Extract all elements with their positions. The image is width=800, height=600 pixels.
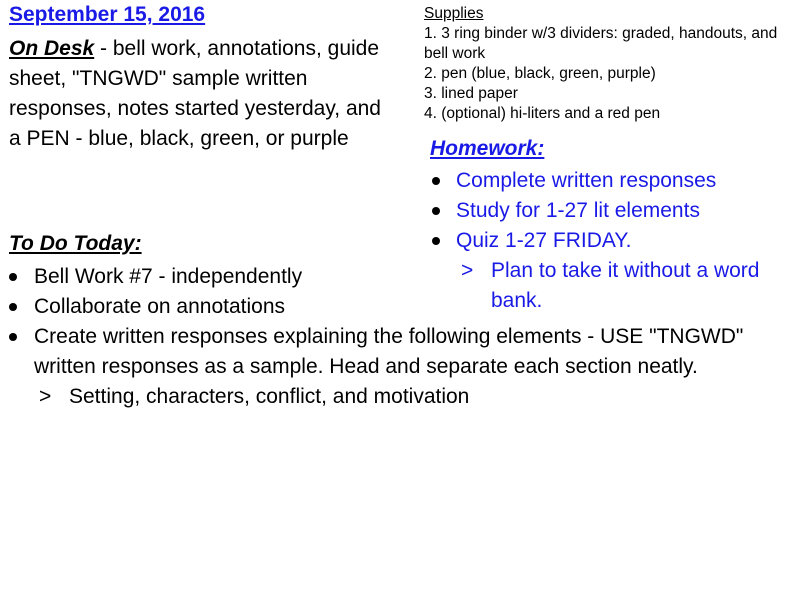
supplies-list (424, 24, 794, 124)
arrow-marker-icon: > (39, 385, 52, 408)
bullet-icon (432, 237, 440, 245)
todo-item: Bell Work #7 - independently (9, 262, 789, 292)
bullet-icon (9, 333, 17, 341)
homework-item: Complete written responses (430, 166, 800, 196)
bullet-icon (432, 177, 440, 185)
homework-subitem: > Plan to take it without a word bank. (430, 256, 800, 316)
todo-subitem: > Setting, characters, conflict, and motivation (9, 382, 789, 412)
bullet-icon (9, 303, 17, 311)
supplies-item: 4. (optional) hi-liters and a red pen (424, 105, 661, 122)
supplies-item: 3. lined paper (424, 85, 518, 102)
todo-item: Create written responses explaining the following elements - USE "TNGWD" written responses as a sample. Head and separate each section neatly. (9, 322, 789, 382)
supplies-item: 1. 3 ring binder w/3 dividers: graded, handouts, and bell work (424, 25, 778, 62)
date-heading: September 15, 2016 (9, 3, 206, 26)
bullet-icon (432, 207, 440, 215)
homework-item: Study for 1-27 lit elements (430, 196, 800, 226)
homework-title: Homework: (430, 137, 545, 160)
on-desk-label: On Desk (9, 37, 95, 60)
homework-item: Quiz 1-27 FRIDAY. (430, 226, 800, 256)
arrow-marker-icon: > (461, 259, 474, 282)
supplies-title: Supplies (424, 5, 484, 22)
todo-list (9, 262, 789, 412)
todo-title: To Do Today: (9, 232, 142, 255)
supplies-section (424, 4, 794, 124)
supplies-item: 2. pen (blue, black, green, purple) (424, 65, 656, 82)
on-desk-text: - bell work, annotations, guide sheet, "TNGWD" sample written responses, notes started yesterday, and a PEN - blue, black, green, or purple (9, 37, 381, 150)
on-desk-section (9, 34, 389, 154)
bullet-icon (9, 273, 17, 281)
todo-item: Collaborate on annotations (9, 292, 789, 322)
